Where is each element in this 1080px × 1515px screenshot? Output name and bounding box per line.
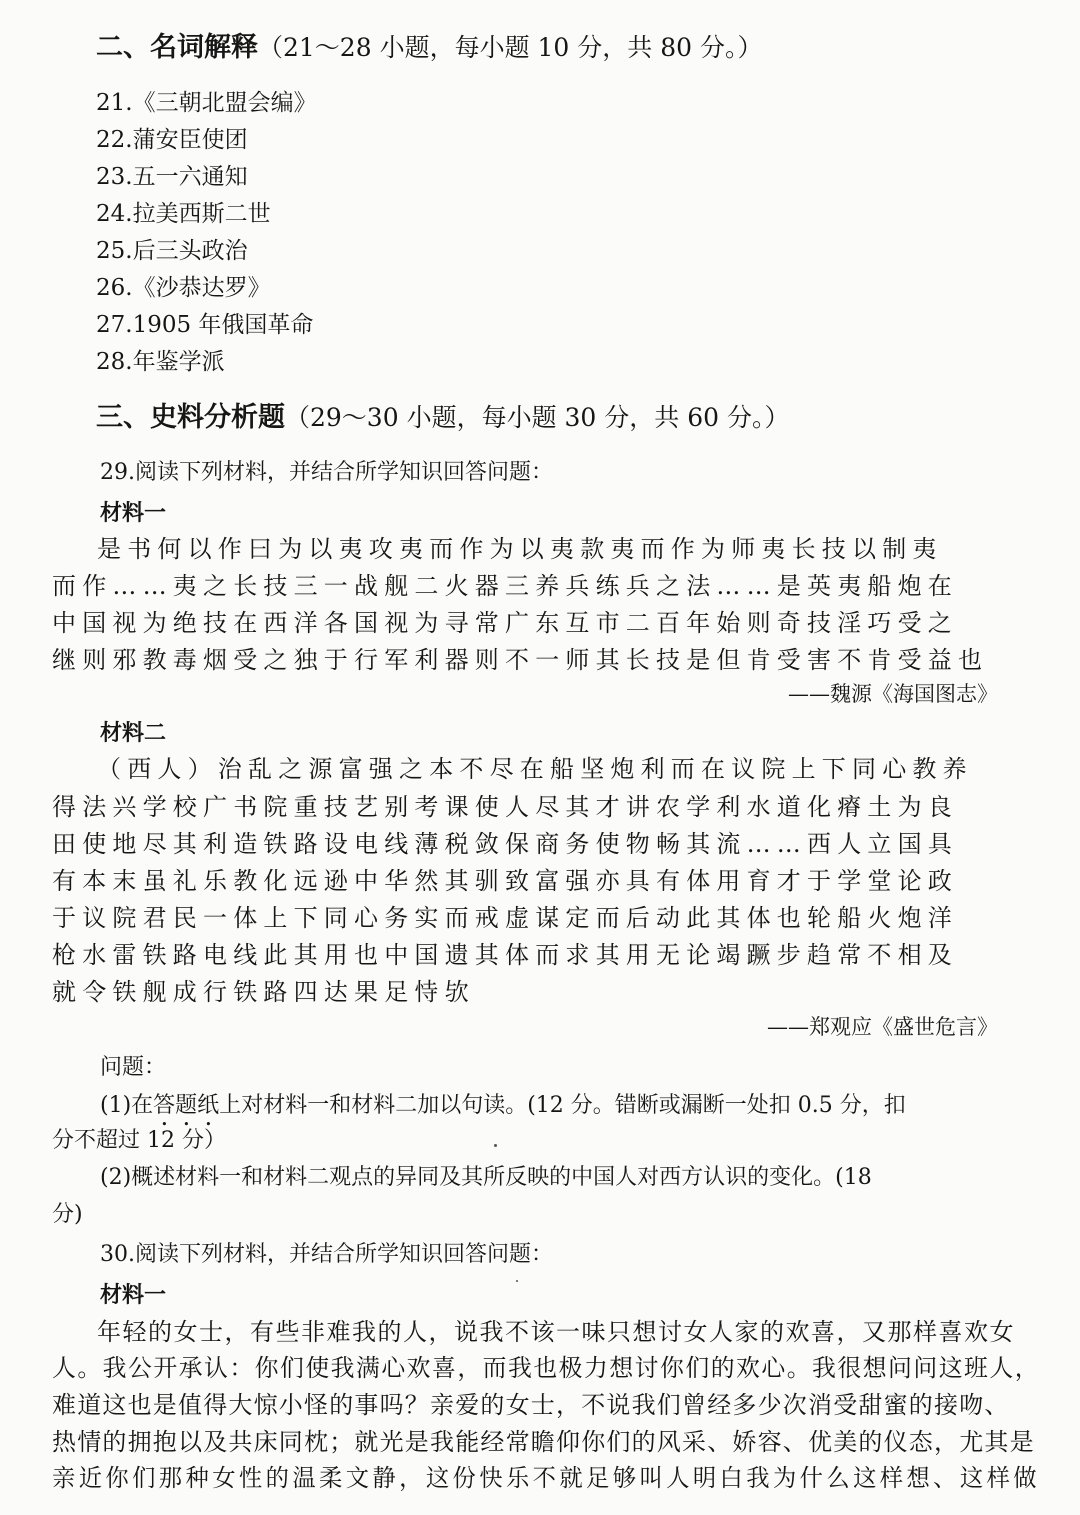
q30-m1-line: 人。我公开承认：你们使我满心欢喜，而我也极力想讨你们的欢心。我很想问问这班人， <box>52 1354 1041 1382</box>
q30-m1-line: 热情的拥抱以及共床同枕；就光是我能经常瞻仰你们的风采、娇容、优美的仪态，尤其是 <box>52 1428 1035 1456</box>
q29-m2-line: 就令铁舰成行铁路四达果足恃欤 <box>52 978 475 1006</box>
scan-speck <box>516 1280 518 1282</box>
q29-m2-line: 枪水雷铁路电线此其用也中国遗其体而求其用无论竭蹶步趋常不相及 <box>52 941 958 969</box>
q29-m1-source: ——魏源《海国图志》 <box>788 682 998 706</box>
q30-m1-line: 亲近你们那种女性的温柔文静，这份快乐不就足够叫人明白我为什么这样想、这样做 <box>52 1464 1040 1492</box>
q29-question-1 <box>100 1093 906 1131</box>
section3-heading <box>96 404 789 431</box>
q29-prompt: 29.阅读下列材料，并结合所学知识回答问题： <box>100 460 553 485</box>
q1-pre: (1)在 <box>100 1093 154 1118</box>
q29-question-1-cont: 分不超过 12 分） <box>52 1128 226 1153</box>
list-item: 21.《三朝北盟会编》 <box>96 90 317 116</box>
q30-m1-line: 年轻的女士，有些非难我的人，说我不该一味只想讨女人家的欢喜，又那样喜欢女 <box>97 1318 1015 1346</box>
list-item: 26.《沙恭达罗》 <box>96 275 271 301</box>
q29-m1-label: 材料一 <box>100 500 167 526</box>
list-item: 28.年鉴学派 <box>96 349 225 375</box>
q1-post: 上对材料一和材料二加以句读。(12 分。错断或漏断一处扣 0.5 分，扣 <box>219 1093 906 1118</box>
list-item: 24.拉美西斯二世 <box>96 201 271 227</box>
list-item: 25.后三头政治 <box>96 238 248 264</box>
q29-questions-label: 问题： <box>100 1055 167 1080</box>
q30-m1-line: 难道这也是值得大惊小怪的事吗？亲爱的女士，不说我们曾经多少次消受甜蜜的接吻、 <box>52 1391 1010 1419</box>
q30-prompt: 30.阅读下列材料，并结合所学知识回答问题： <box>100 1242 553 1267</box>
q29-m2-line: （西人）治乱之源富强之本不尽在船坚炮利而在议院上下同心教养 <box>97 755 973 783</box>
q29-m1-line: 而作……夷之长技三一战舰二火器三养兵练兵之法……是英夷船炮在 <box>52 572 958 600</box>
q1-emphasis: 答题纸 <box>153 1093 220 1118</box>
q30-m1-label: 材料一 <box>100 1282 167 1308</box>
q29-m2-line: 有本末虽礼乐教化远逊中华然其驯致富强亦具有体用育才于学堂论政 <box>52 867 958 895</box>
section2-title: 二、名词解释 <box>96 32 258 63</box>
q29-question-2-cont: 分) <box>52 1202 83 1227</box>
q29-m2-line: 于议院君民一体上下同心务实而戒虚谋定而后动此其体也轮船火炮洋 <box>52 904 958 932</box>
q29-m2-line: 田使地尽其利造铁路设电线薄税敛保商务使物畅其流……西人立国具 <box>52 830 958 858</box>
section3-title: 三、史料分析题 <box>96 402 285 433</box>
section2-heading <box>96 34 762 61</box>
list-item: 23.五一六通知 <box>96 164 248 190</box>
q29-m1-line: 中国视为绝技在西洋各国视为寻常广东互市二百年始则奇技淫巧受之 <box>52 609 958 637</box>
q29-m2-source: ——郑观应《盛世危言》 <box>767 1015 998 1039</box>
q29-m2-label: 材料二 <box>100 720 167 746</box>
scan-speck <box>494 1144 497 1147</box>
q29-m1-line: 是书何以作曰为以夷攻夷而作为以夷款夷而作为师夷长技以制夷 <box>97 535 943 563</box>
q29-question-2: (2)概述材料一和材料二观点的异同及其所反映的中国人对西方认识的变化。(18 <box>100 1165 872 1190</box>
list-item: 22.蒲安臣使团 <box>96 127 248 153</box>
q29-m1-line: 继则邪教毒烟受之独于行军利器则不一师其长技是但肯受害不肯受益也 <box>52 646 989 674</box>
q29-m2-line: 得法兴学校广书院重技艺别考课使人尽其才讲农学利水道化瘠土为良 <box>52 793 958 821</box>
section3-note: （29～30 小题，每小题 30 分，共 60 分。） <box>285 403 790 432</box>
list-item: 27.1905 年俄国革命 <box>96 312 314 338</box>
section2-note: （21～28 小题，每小题 10 分，共 80 分。） <box>258 33 763 62</box>
